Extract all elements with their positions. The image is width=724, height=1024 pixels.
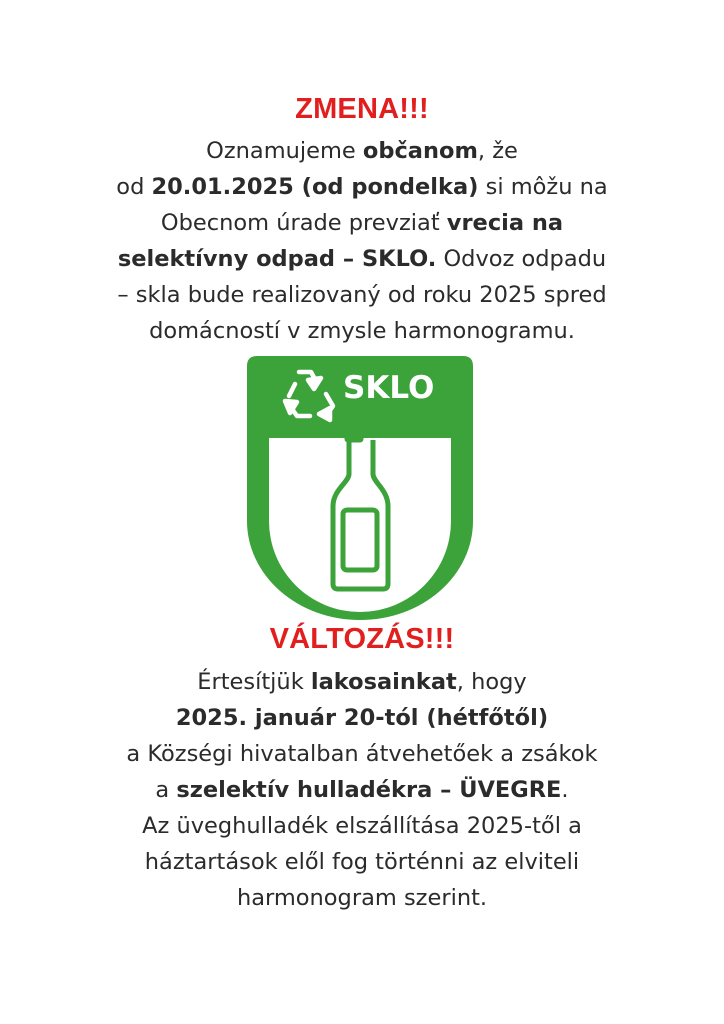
hu-line-1-end: , hogy <box>456 669 527 695</box>
hu-line-1 <box>0 664 724 700</box>
hu-line-4-end: . <box>561 777 569 803</box>
logo-label: SKLO <box>343 370 435 406</box>
sk-line-3-text: Obecnom úrade prevziať <box>160 210 447 236</box>
hu-line-3: a Községi hivatalban átvehetőek a zsákok <box>126 741 598 767</box>
hu-line-4-bold: szelektív hulladékra – ÜVEGRE <box>176 777 562 803</box>
sk-line-4-bold: selektívny odpad – SKLO. <box>117 246 437 272</box>
title-hungarian: VÁLTOZÁS!!! <box>269 623 455 655</box>
sk-line-6: domácností v zmysle harmonogramu. <box>149 318 575 344</box>
sk-line-1-end: , že <box>477 138 518 164</box>
sk-line-4 <box>0 241 724 277</box>
white-emblem <box>269 438 451 612</box>
sklo-glass-logo <box>247 356 473 620</box>
sk-line-2-bold: 20.01.2025 (od pondelka) <box>151 174 479 200</box>
title-slovak: ZMENA!!! <box>295 93 429 125</box>
sk-line-2-text: od <box>116 174 152 200</box>
sk-line-3 <box>0 205 724 241</box>
hu-line-1-text: Értesítjük <box>197 669 311 695</box>
paragraph-slovak <box>0 133 724 349</box>
sk-line-1 <box>0 133 724 169</box>
hu-line-1-bold: lakosainkat <box>310 669 457 695</box>
hu-line-2: 2025. január 20-tól (hétfőtől) <box>175 705 549 731</box>
hu-line-4 <box>0 772 724 808</box>
sk-line-5: – skla bude realizovaný od roku 2025 spred <box>117 282 607 308</box>
sk-line-1-bold: občanom <box>362 138 478 164</box>
sk-line-1-text: Oznamujeme <box>206 138 363 164</box>
hu-line-6: háztartások elől fog történni az elviteli <box>144 849 580 875</box>
hu-line-4-text: a <box>155 777 177 803</box>
sk-line-2 <box>0 169 724 205</box>
sk-line-3-bold: vrecia na <box>446 210 564 236</box>
hu-line-7: harmonogram szerint. <box>236 885 488 911</box>
paragraph-hungarian <box>0 664 724 916</box>
sk-line-4-end: Odvoz odpadu <box>436 246 607 272</box>
sk-line-2-end: si môžu na <box>478 174 608 200</box>
hu-line-5: Az üveghulladék elszállítása 2025-től a <box>142 813 582 839</box>
